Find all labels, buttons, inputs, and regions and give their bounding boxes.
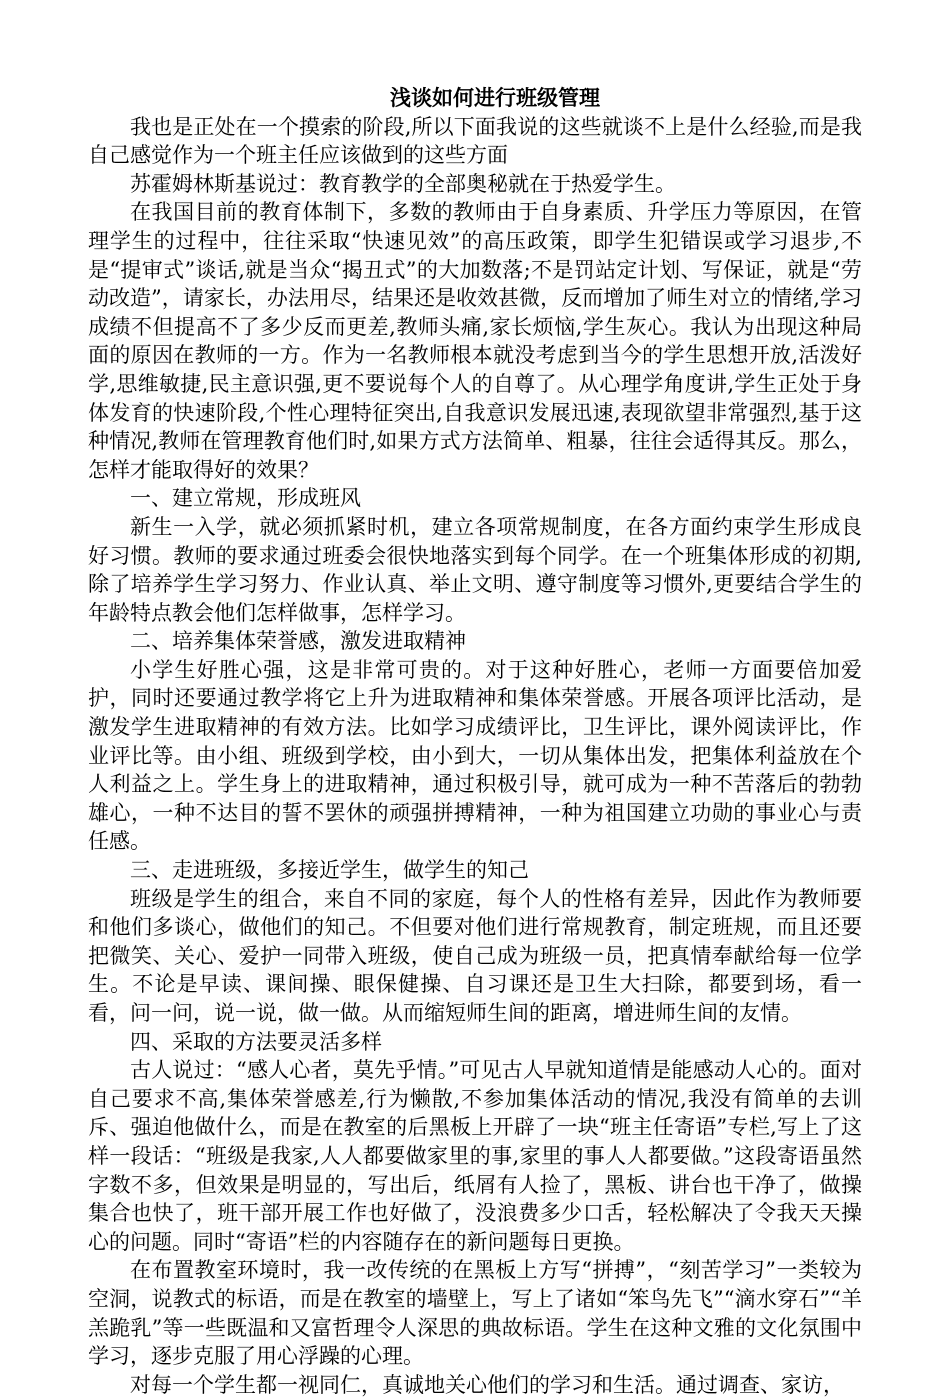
paragraph: 古人说过：“感人心者，莫先乎情。”可见古人早就知道情是能感动人心的。面对自己要求不高,集体荣誉感差,行为懒散,不参加集体活动的情况,我没有简单的去训斥、强迫他做什么，而是在教室的后黑板上开辟了一块“班主任寄语”专栏,写上了这样一段话：“班级是我家,人人都要做家里的事,家里的事人人都要做。”这段寄语虽然字数不多，但效果是明显的，写出后，纸屑有人捡了，黑板、讲台也干净了，做操集合也快了，班干部开展工作也好做了，没浪费多少口舌，轻松解决了令我天天操心的问题。同时“寄语”栏的内容随存在的新问题每日更换。 (88, 1058, 862, 1254)
paragraph: 班级是学生的组合，来自不同的家庭，每个人的性格有差异，因此作为教师要和他们多谈心，做他们的知己。不但要对他们进行常规教育，制定班规，而且还要把微笑、关心、爱护一同带入班级，使自己成为班级一员，把真情奉献给每一位学生。不论是早读、课间操、眼保健操、自习课还是卫生大扫除，都要到场，看一看，问一问，说一说，做一做。从而缩短师生间的距离，增进师生间的友情。 (88, 886, 862, 1025)
paragraph: 小学生好胜心强，这是非常可贵的。对于这种好胜心，老师一方面要倍加爱护，同时还要通过教学将它上升为进取精神和集体荣誉感。开展各项评比活动，是激发学生进取精神的有效方法。比如学习成绩评比，卫生评比，课外阅读评比，作业评比等。由小组、班级到学校，由小到大，一切从集体出发，把集体利益放在个人利益之上。学生身上的进取精神，通过积极引导，就可成为一种不苦落后的勃勃雄心，一种不达目的誓不罢休的顽强拼搏精神，一种为祖国建立功勋的事业心与责任感。 (88, 657, 862, 854)
section-heading: 一、建立常规，形成班风 (130, 486, 361, 511)
paragraph: 苏霍姆林斯基说过：教育教学的全部奥秘就在于热爱学生。 (130, 171, 676, 196)
paragraph: 新生一入学，就必须抓紧时机，建立各项常规制度，在各方面约束学生形成良好习惯。教师的要求通过班委会很快地落实到每个同学。在一个班集体形成的初期,除了培养学生学习努力、作业认真、举止文明、遵守制度等习惯外,更要结合学生的年龄特点教会他们怎样做事，怎样学习。 (88, 514, 862, 625)
paragraph: 我也是正处在一个摸索的阶段,所以下面我说的这些就谈不上是什么经验,而是我自己感觉作为一个班主任应该做到的这些方面 (88, 114, 862, 168)
paragraph: 在我国目前的教育体制下，多数的教师由于自身素质、升学压力等原因，在管理学生的过程中，往往采取“快速见效”的高压政策，即学生犯错误或学习退步,不是“提审式”谈话,就是当众“揭丑式”的大加数落;不是罚站定计划、写保证，就是“劳动改造”，请家长，办法用尽，结果还是收效甚微，反而增加了师生对立的情绪,学习成绩不但提高不了多少反而更差,教师头痛,家长烦恼,学生灰心。我认为出现这种局面的原因在教师的一方。作为一名教师根本就没考虑到当今的学生思想开放,活泼好学,思维敏捷,民主意识强,更不要说每个人的自尊了。从心理学角度讲,学生正处于身体发育的快速阶段,个性心理特征突出,自我意识发展迅速,表现欲望非常强烈,基于这种情况,教师在管理教育他们时,如果方式方法简单、粗暴，往往会适得其反。那么，怎样才能取得好的效果？ (88, 200, 862, 482)
section-heading: 四、采取的方法要灵活多样 (130, 1029, 382, 1054)
section-heading: 三、走进班级，多接近学生，做学生的知己 (130, 858, 529, 883)
document-title: 浅谈如何进行班级管理 (390, 85, 600, 110)
paragraph: 对每一个学生都一视同仁，真诚地关心他们的学习和生活。通过调查、家访， (130, 1372, 844, 1397)
paragraph: 在布置教室环境时，我一改传统的在黑板上方写“拼搏”，“刻苦学习”一类较为空洞，说教式的标语，而是在教室的墙壁上，写上了诸如“笨鸟先飞”“滴水穿石”“羊羔跪乳”等一些既温和又富哲理令人深思的典故标语。学生在这种文雅的文化氛围中学习，逐步克服了用心浮躁的心理。 (88, 1258, 862, 1369)
section-heading: 二、培养集体荣誉感，激发进取精神 (130, 629, 466, 654)
document-page (88, 84, 862, 1399)
